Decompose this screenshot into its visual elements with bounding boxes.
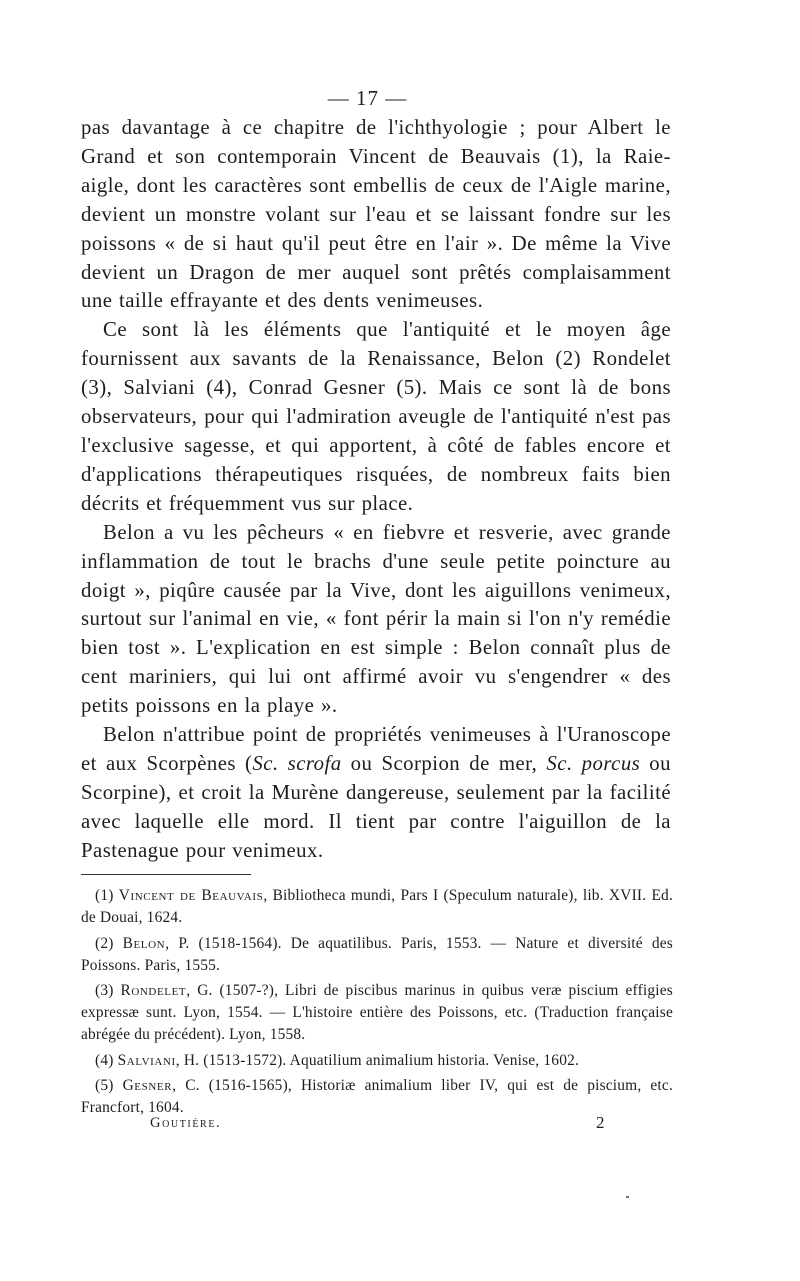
- footnote-author: Rondelet: [120, 982, 187, 1000]
- footnote-number: (2): [95, 934, 114, 952]
- paragraph-4-part-e: ou Scorpine), et croit la Murène dangereuse, seulement par la facilité avec laquelle elle mord. Il tient par contre l'aiguillon de la Pastenague pour venimeux.: [81, 751, 671, 862]
- page-number: — 17 —: [327, 86, 408, 110]
- footnote-text: , H. (1513-1572). Aquatilium animalium historia. Venise, 1602.: [175, 1051, 580, 1069]
- signature-mark: Goutière.: [150, 1115, 222, 1131]
- footnote-1: [81, 885, 673, 929]
- paragraph-4-part-c: ou Scorpion de mer,: [341, 751, 547, 775]
- paragraph-4-part-a: Belon n'attribue point de propriétés venimeuses à l'Uranoscope et aux Scorpènes (: [81, 723, 671, 775]
- footnote-author: Vincent de Beauvais: [118, 887, 264, 904]
- footnote-number: (4): [95, 1051, 114, 1069]
- footnote-2: [81, 933, 673, 977]
- signature-number: 2: [596, 1113, 605, 1132]
- species-name-scrofa: Sc. scrofa: [252, 751, 342, 775]
- footnote-number: (3): [95, 982, 114, 1000]
- footnote-author: Salviani: [117, 1051, 176, 1069]
- footnote-text: , G. (1507-?), Libri de piscibus marinus in quibus veræ piscium effigies expressæ sunt. Lyon, 1554. — L'histoire entière des Poissons, etc. (Traduction française abrégée du précédent). Lyon, 1558.: [81, 982, 673, 1044]
- footnotes: [81, 885, 673, 1123]
- paragraph-4: [81, 721, 671, 866]
- footnote-author: Gesner: [122, 1077, 173, 1095]
- footnote-separator: [81, 874, 251, 875]
- footnote-author: Belon: [122, 934, 166, 952]
- paragraph-1: pas davantage à ce chapitre de l'ichthyologie ; pour Albert le Grand et son contemporain Vincent de Beauvais (1), la Raie-aigle, dont les caractères sont embellis de ceux de l'Aigle marine, devient un monstre volant sur l'eau et se laissant fondre sur les poissons « de si haut qu'il peut être en l'air ». De même la Vive devient un Dragon de mer auquel sont prêtés complaisamment une taille effrayante et des dents venimeuses.: [81, 116, 671, 313]
- paragraph-2: Ce sont là les éléments que l'antiquité et le moyen âge fournissent aux savants de la Renaissance, Belon (2) Rondelet (3), Salviani (4), Conrad Gesner (5). Mais ce sont là de bons observateurs, pour qui l'admiration aveugle de l'antiquité n'est pas l'exclusive sagesse, et qui apportent, à côté de fables encore et d'applications thérapeutiques risquées, de nombreux faits bien décrits et fréquemment vus sur place.: [81, 318, 671, 515]
- footnote-5: [81, 1075, 673, 1119]
- footnote-number: (5): [95, 1077, 114, 1095]
- footnote-3: [81, 980, 673, 1046]
- species-name-porcus: Sc. porcus: [546, 751, 641, 775]
- main-text: [81, 114, 671, 866]
- footnote-text: , P. (1518-1564). De aquatilibus. Paris, 1553. — Nature et diversité des Poissons. Paris, 1555.: [81, 934, 673, 974]
- footnote-text: , Bibliotheca mundi, Pars I (Speculum naturale), lib. XVII. Ed. de Douai, 1624.: [81, 887, 673, 927]
- footnote-number: (1): [95, 887, 114, 904]
- paper-speck: [626, 1196, 629, 1198]
- footnote-4: [81, 1050, 673, 1072]
- paragraph-3: Belon a vu les pêcheurs « en fiebvre et resverie, avec grande inflammation de tout le brachs d'une seule petite poincture au doigt », piqûre causée par la Vive, dont les aiguillons venimeux, surtout sur l'animal en vie, « font périr la main si l'on n'y remédie bien tost ». L'explication en est simple : Belon connaît plus de cent mariniers, qui lui ont affirmé avoir vu s'engendrer « des petits poissons en la playe ».: [81, 520, 671, 718]
- footnote-text: , C. (1516-1565), Historiæ animalium liber IV, qui est de piscium, etc. Francfort, 1604.: [81, 1077, 673, 1117]
